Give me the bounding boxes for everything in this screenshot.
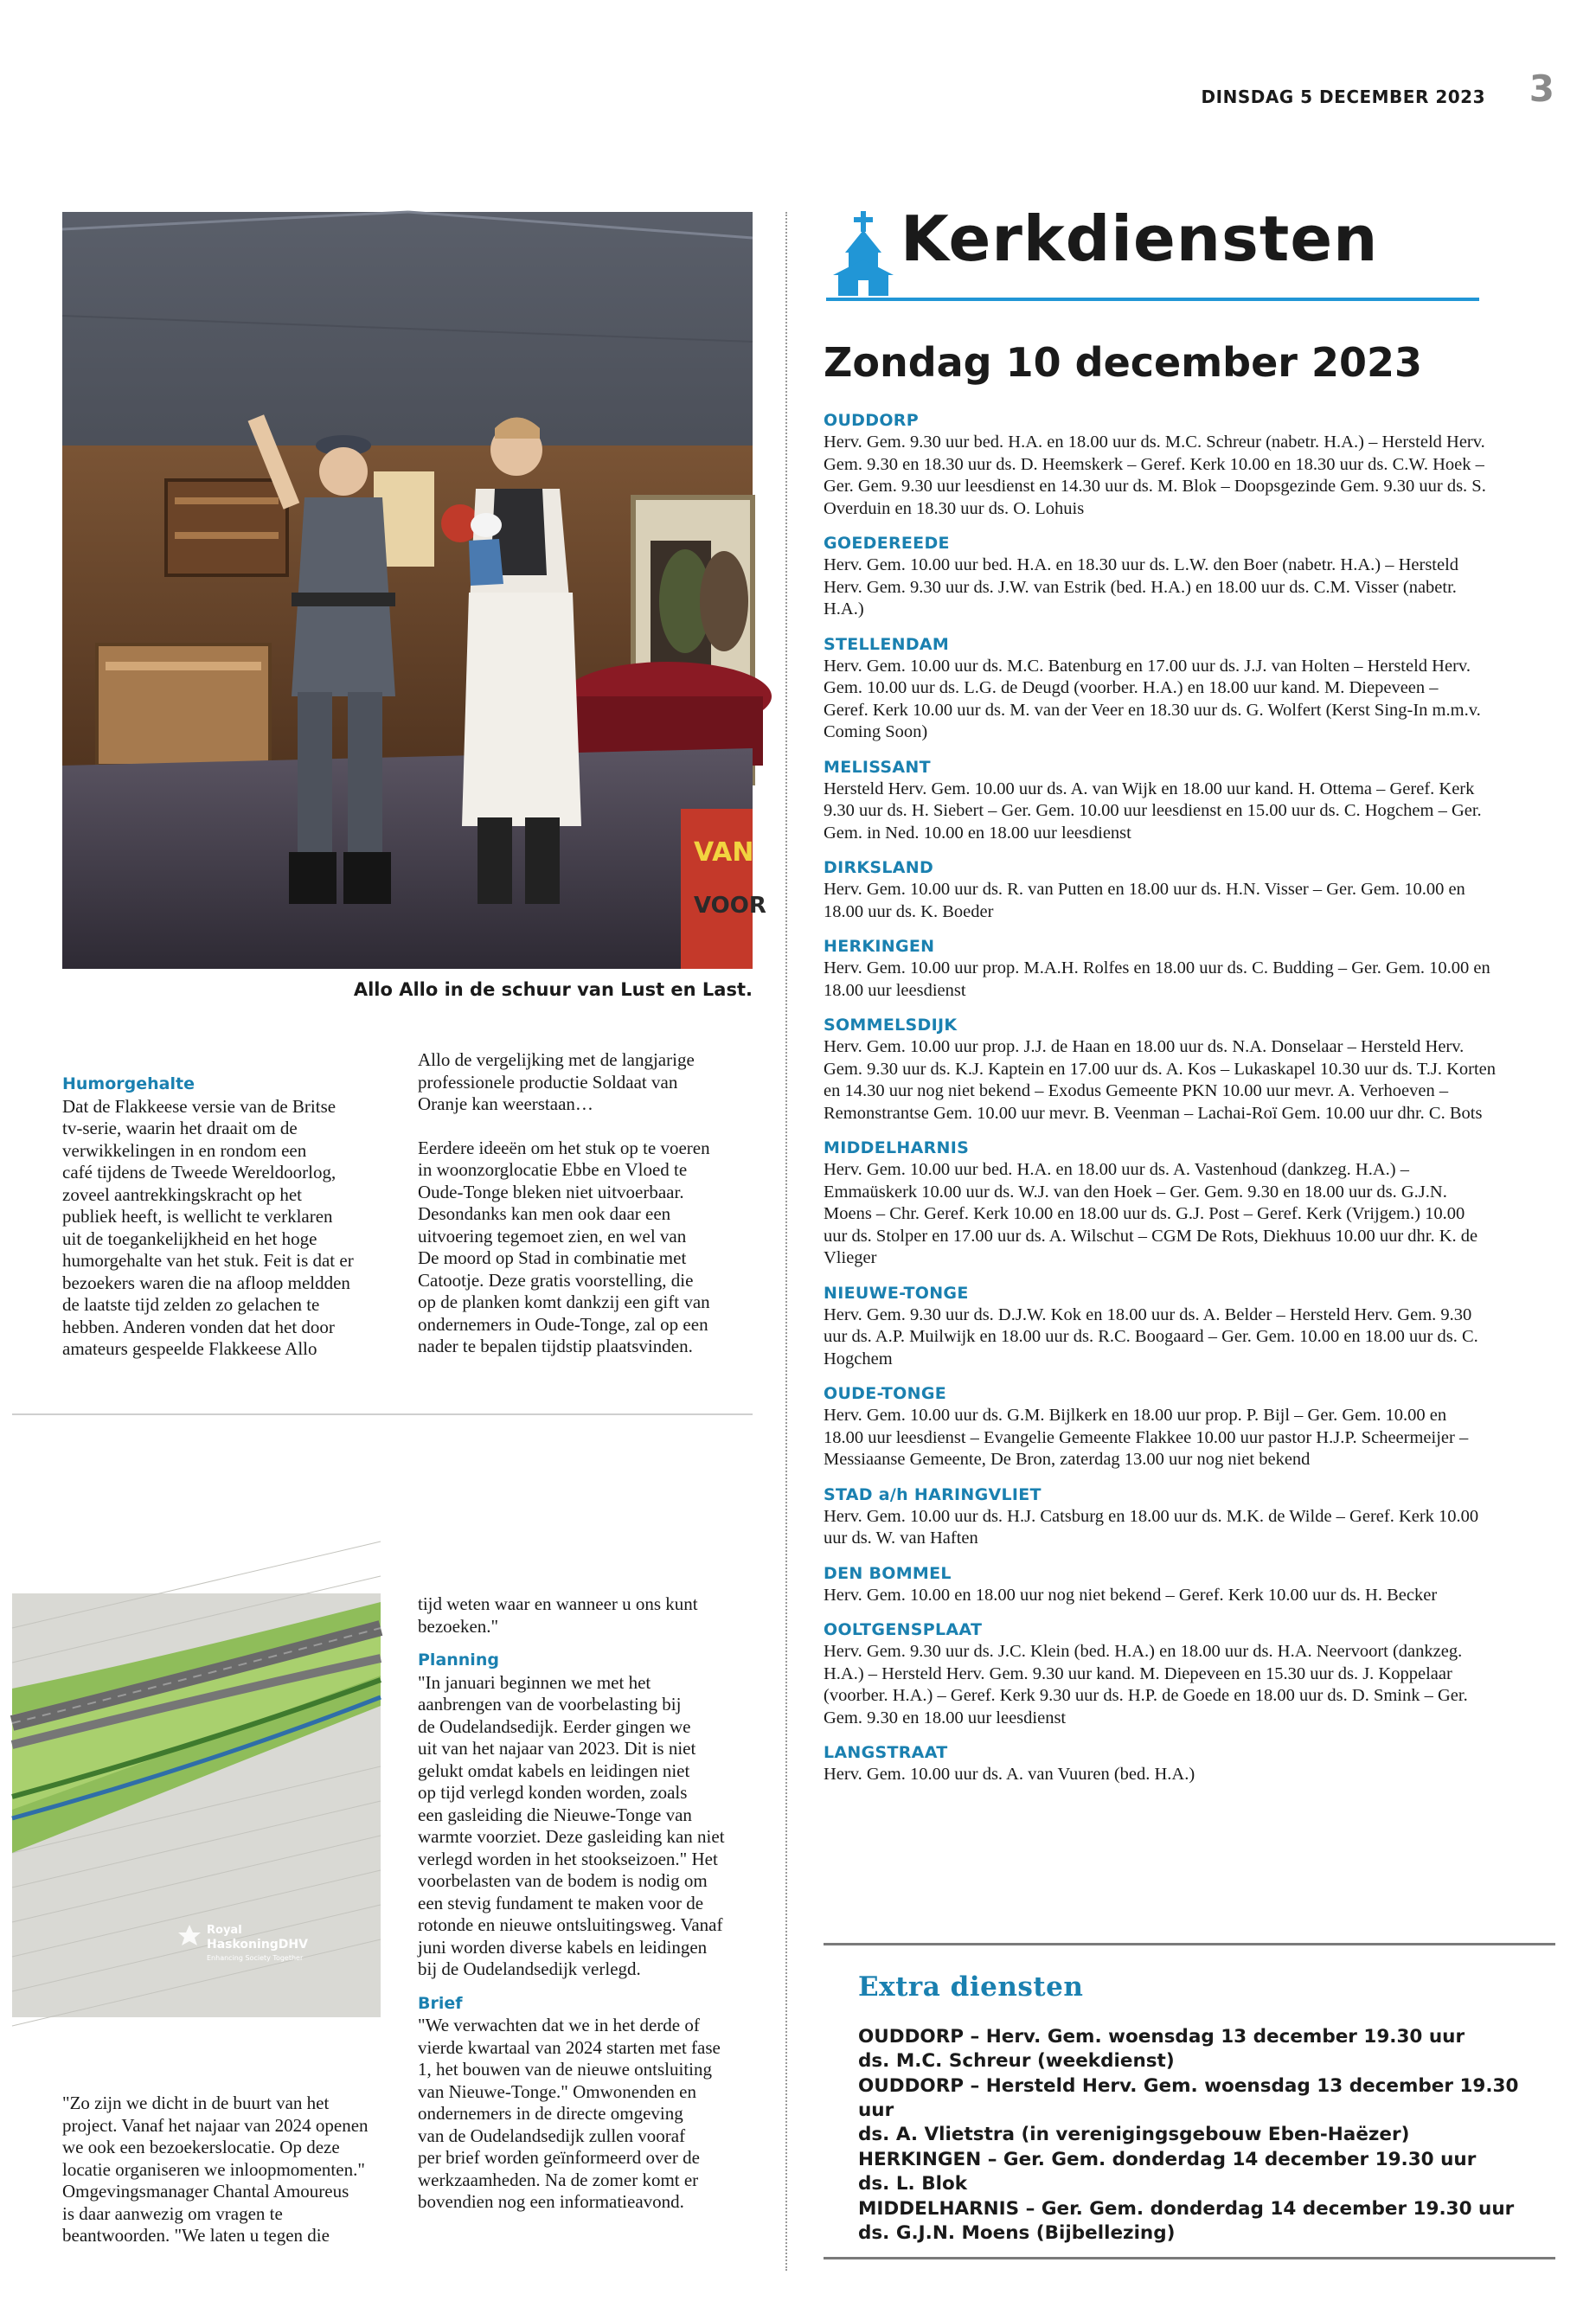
body-text-line: "We verwachten dat we in het derde of	[418, 2015, 700, 2035]
service-text-line: Gem. 9.30 en 18.00 uur leesdienst	[824, 1708, 1067, 1727]
service-entry	[824, 757, 1555, 845]
body-text-line: Eerdere ideeën om het stuk op te voeren	[418, 1137, 710, 1158]
article-bottom-col1-body	[62, 2093, 404, 2247]
service-text-line: Ger. Gem. 9.30 uur leesdienst en 14.30 uur ds. M. Blok – Doopsgezinde Gem. 9.30 uur ds. S.	[824, 477, 1486, 496]
service-text-line: Herv. Gem. 9.30 uur ds. D.J.W. Kok en 18.00 uur ds. A. Belder – Hersteld Herv. Gem. 9.30	[824, 1304, 1472, 1324]
body-text-line: vierde kwartaal van 2024 starten met fase	[418, 2036, 721, 2058]
body-text-line: is daar aanwezig om vragen te	[62, 2202, 283, 2224]
service-entry	[824, 410, 1555, 520]
body-text-line: Omgevingsmanager Chantal Amoureus	[62, 2181, 349, 2202]
body-text-line: een stevig fundament te maken voor de	[418, 1892, 704, 1913]
service-place: OUDE-TONGE	[824, 1384, 947, 1403]
body-text-line: café tijdens de Tweede Wereldoorlog,	[62, 1162, 337, 1183]
extra-service-line: MIDDELHARNIS – Ger. Gem. donderdag 14 december 19.30 uur	[858, 2198, 1515, 2220]
body-text-line: 1, het bouwen van de nieuwe ontsluiting	[418, 2059, 713, 2080]
service-text-line: Gem. 10.00 uur ds. L.G. de Deugd (voorber. H.A.) en 18.00 uur kand. M. Diepeveen –	[824, 678, 1439, 697]
body-text-line: juni worden diverse kabels en leidingen	[418, 1936, 708, 1958]
extra-service-line: OUDDORP – Hersteld Herv. Gem. woensdag 13 december 19.30 uur	[858, 2075, 1519, 2121]
extra-services-bottom-rule	[824, 2257, 1555, 2259]
service-text-line: Herv. Gem. 10.00 uur ds. G.M. Bijlkerk en 18.00 uur prop. P. Bijl – Ger. Gem. 10.00 en	[824, 1406, 1447, 1425]
extra-service-line: ds. M.C. Schreur (weekdienst)	[858, 2050, 1175, 2072]
extra-services-list	[858, 2025, 1533, 2247]
photo-caption: Allo Allo in de schuur van Lust en Last.	[353, 979, 753, 1000]
column-divider	[785, 212, 787, 2271]
church-icon	[833, 211, 894, 296]
church-services-list	[824, 410, 1555, 1799]
service-text-line: Herv. Gem. 10.00 uur ds. H.J. Catsburg en 18.00 uur ds. M.K. de Wilde – Geref. Kerk 10.00	[824, 1506, 1479, 1526]
road-plan-aerial-image	[12, 1593, 381, 2017]
article-bottom-column-1	[62, 2093, 404, 2247]
service-text-line: Herv. Gem. 9.30 uur ds. J.W. van Estrik (bed. H.A.) en 18.00 uur ds. C.M. Visser (nabetr.	[824, 577, 1457, 597]
service-entry	[824, 1015, 1555, 1125]
article-bottom-brief-body	[418, 2015, 764, 2214]
service-text-line: Herv. Gem. 10.00 uur bed. H.A. en 18.30 uur ds. L.W. den Boer (nabetr. H.A.) – Hersteld	[824, 555, 1459, 574]
service-entry	[824, 1484, 1555, 1550]
service-text-line: Coming Soon)	[824, 722, 928, 741]
service-place: DIRKSLAND	[824, 858, 934, 877]
body-text-line: werkzaamheden. Na de zomer komt er	[418, 2169, 699, 2190]
service-text-line: 18.00 uur leesdienst – Evangelie Gemeente Flakkee 10.00 uur pastor H.J.P. Scheermeijer –	[824, 1427, 1469, 1447]
service-text-line: Messiaanse Gemeente, De Bron, zaterdag 13.00 uur nog niet bekend	[824, 1450, 1311, 1469]
article-bottom-planning-body	[418, 1672, 764, 1981]
service-text-line: Herv. Gem. 10.00 uur prop. J.J. de Haan en 18.00 uur ds. N.A. Donselaar – Hersteld Herv.	[824, 1037, 1465, 1056]
service-text-line: Herv. Gem. 9.30 uur bed. H.A. en 18.00 uur ds. M.C. Schreur (nabetr. H.A.) – Hersteld Herv.	[824, 433, 1485, 452]
subhead-brief: Brief	[418, 1993, 463, 2013]
body-text-line: De moord op Stad in combinatie met	[418, 1247, 687, 1268]
service-place: MIDDELHARNIS	[824, 1138, 970, 1157]
body-text-line: de laatste tijd zelden zo gelachen te	[62, 1294, 320, 1315]
service-text-line: uur ds. A.P. Muilwijk en 18.00 uur ds. R.C. Boogaard – Ger. Gem. 10.00 en 18.00 uur ds. C.	[824, 1327, 1478, 1346]
service-text-line: Overduin en 18.30 uur ds. O. Lohuis	[824, 498, 1085, 518]
body-text-line: voorbelasten van de bodem is nodig om	[418, 1870, 708, 1891]
body-text-line: we ook een bezoekerslocatie. Op deze	[62, 2137, 340, 2157]
service-place: DEN BOMMEL	[824, 1563, 952, 1583]
article-bottom-column-2	[418, 1593, 764, 2214]
service-text-line: Hersteld Herv. Gem. 10.00 uur ds. A. van Wijk en 18.00 uur kand. H. Ottema – Geref. Kerk	[824, 779, 1475, 798]
body-text-line: de Oudelandsedijk. Eerder gingen we	[418, 1715, 691, 1737]
article-separator	[12, 1413, 753, 1415]
body-text-line: uitvoering tegemoet zien, en wel van	[418, 1225, 687, 1247]
photo-sign-text-2: VOOR	[694, 893, 766, 919]
service-text-line: H.A.)	[824, 599, 864, 619]
body-text-line: zoveel aantrekkingskracht op het	[62, 1183, 302, 1205]
service-text-line: Hogchem	[824, 1349, 893, 1368]
body-text-line: tijd weten waar en wanneer u ons kunt	[418, 1593, 698, 1614]
extra-service-line: OUDDORP – Herv. Gem. woensdag 13 december 19.30 uur	[858, 2026, 1465, 2048]
body-text-line: Oranje kan weerstaan…	[418, 1093, 593, 1114]
body-text-line: op tijd verlegd konden worden, zoals	[418, 1782, 688, 1803]
photo-sign-text-1: VAN	[694, 837, 754, 868]
service-place: LANGSTRAAT	[824, 1743, 948, 1762]
body-text-line: humorgehalte van het stuk. Feit is dat er	[62, 1250, 354, 1271]
service-place: NIEUWE-TONGE	[824, 1283, 969, 1303]
extra-service-line: ds. G.J.N. Moens (Bijbellezing)	[858, 2222, 1176, 2244]
service-text-line: H.A.) – Hersteld Herv. Gem. 9.30 uur kand. M. Diepeveen en 15.30 uur ds. J. Koppelaar	[824, 1663, 1452, 1683]
service-text-line: Herv. Gem. 10.00 uur bed. H.A. en 18.00 uur ds. A. Vastenhoud (dankzeg. H.A.) –	[824, 1160, 1409, 1179]
service-text-line: Geref. Kerk 10.00 uur ds. M. van der Veer en 18.30 uur ds. G. Wolfert (Kerst Sing-In m.m.v.	[824, 700, 1481, 720]
service-place: OUDDORP	[824, 411, 919, 430]
body-text-line: aanbrengen van de voorbelasting bij	[418, 1694, 682, 1715]
service-place: SOMMELSDIJK	[824, 1016, 958, 1035]
body-text-line: op de planken komt dankzij een gift van	[418, 1292, 710, 1312]
body-text-line: amateurs gespeelde Flakkeese Allo	[62, 1338, 317, 1359]
body-text-line: bezoekers waren die na afloop meldden	[62, 1272, 350, 1293]
extra-service-item	[858, 2025, 1533, 2073]
article-top-column-1	[62, 1074, 395, 1361]
service-text-line: 9.30 uur ds. H. Siebert – Ger. Gem. 10.00 uur leesdienst en 15.00 uur ds. C. Hogchem – Ger.	[824, 801, 1482, 820]
body-text-line: uit van het najaar van 2023. Dit is niet	[418, 1738, 696, 1759]
extra-service-line: ds. L. Blok	[858, 2173, 968, 2195]
service-place: STAD a/h HARINGVLIET	[824, 1484, 1042, 1504]
body-text-line: ondernemers in de directe omgeving	[418, 2103, 683, 2124]
body-text-line: Oude-Tonge bleken niet uitvoerbaar.	[418, 1181, 684, 1202]
service-place: MELISSANT	[824, 757, 931, 777]
body-text-line: ondernemers in Oude-Tonge, zal op een	[418, 1313, 708, 1335]
service-entry	[824, 1283, 1555, 1371]
map-logo-line-3: Enhancing Society Together	[207, 1954, 304, 1962]
body-text-line: "In januari beginnen we met het	[418, 1671, 651, 1693]
body-text-line: locatie organiseren we inloopmomenten."	[62, 2158, 365, 2180]
service-entry	[824, 936, 1555, 1002]
service-text-line: Herv. Gem. 10.00 uur prop. M.A.H. Rolfes en 18.00 uur ds. C. Budding – Ger. Gem. 10.00 en	[824, 958, 1490, 977]
service-place: STELLENDAM	[824, 634, 950, 654]
service-place: HERKINGEN	[824, 937, 935, 956]
service-text-line: 18.00 uur ds. K. Boeder	[824, 901, 994, 921]
service-text-line: uur ds. Stolper en 17.00 uur ds. A. Wilschut – CGM De Rots, Diekhuus 10.00 uur dhr. K. de	[824, 1226, 1478, 1246]
body-text-line: bij de Oudelandsedijk verlegd.	[418, 1958, 641, 1979]
service-text-line: Gem. 9.30 en 18.30 uur ds. D. Heemskerk – Geref. Kerk 10.00 en 18.30 uur ds. C.W. Hoek –	[824, 454, 1484, 474]
body-text-line: van de Oudelandsedijk zullen vooraf	[418, 2125, 686, 2146]
map-logo-line-2: HaskoningDHV	[207, 1938, 308, 1952]
service-date-heading: Zondag 10 december 2023	[824, 339, 1423, 386]
service-entry	[824, 1563, 1555, 1607]
service-text-line: Herv. Gem. 10.00 uur ds. A. van Vuuren (bed. H.A.)	[824, 1765, 1195, 1784]
body-text-line: verlegd worden in het stookseizoen." Het	[418, 1848, 718, 1869]
article-top-column-2	[418, 1049, 760, 1358]
service-text-line: Moens – Chr. Geref. Kerk 10.00 en 18.00 uur ds. G.J. Post – Geref. Kerk (Vrijgem.) 10.00	[824, 1204, 1465, 1223]
body-text-line: tv-serie, waarin het draait om de	[62, 1118, 298, 1138]
service-place: OOLTGENSPLAAT	[824, 1620, 983, 1639]
body-text-line: "Zo zijn we dicht in de buurt van het	[62, 2093, 330, 2113]
body-text-line: Dat de Flakkeese versie van de Britse	[62, 1095, 337, 1117]
service-text-line: Gem. in Ned. 10.00 en 18.00 uur leesdienst	[824, 823, 1131, 843]
page-number: 3	[1529, 67, 1554, 110]
extra-service-item	[858, 2197, 1533, 2246]
body-text-line: project. Vanaf het najaar van 2024 openen	[62, 2114, 369, 2136]
header-date: DINSDAG 5 DECEMBER 2023	[1201, 87, 1485, 107]
service-text-line: uur ds. W. van Haften	[824, 1529, 978, 1548]
map-logo-line-1: Royal	[207, 1924, 242, 1937]
body-text-line: verwikkelingen in en rondom een	[62, 1139, 307, 1161]
body-text-line: uit de toegankelijkheid en het hoge	[62, 1227, 317, 1249]
subhead-planning: Planning	[418, 1650, 499, 1670]
body-text-line: publiek heeft, is wellicht te verklaren	[62, 1206, 333, 1227]
theater-stage-photo	[62, 212, 766, 969]
service-text-line: Gem. 9.30 uur ds. K.J. Kaptein en 17.00 uur ds. A. Kos – Lukaskapel 10.30 uur ds. T.J. Korten	[824, 1059, 1497, 1079]
service-entry	[824, 1138, 1555, 1270]
extra-services-title: Extra diensten	[858, 1971, 1084, 2003]
service-entry	[824, 634, 1555, 744]
body-text-line: Allo de vergelijking met de langjarige	[418, 1049, 695, 1070]
service-text-line: Herv. Gem. 10.00 uur ds. R. van Putten en 18.00 uur ds. H.N. Visser – Ger. Gem. 10.00 en	[824, 880, 1465, 899]
extra-service-item	[858, 2148, 1533, 2196]
service-entry	[824, 1383, 1555, 1471]
body-text-line: gelukt omdat kabels en leidingen niet	[418, 1759, 690, 1781]
article-top-col2-para2	[418, 1138, 760, 1358]
body-text-line: Catootje. Deze gratis voorstelling, die	[418, 1269, 694, 1291]
service-entry	[824, 533, 1555, 621]
kerkdiensten-title: Kerkdiensten	[901, 202, 1379, 275]
body-text-line: Desondanks kan men ook daar een	[418, 1203, 671, 1224]
service-text-line: (voorber. H.A.) – Geref. Kerk 9.30 uur ds. H.P. de Goede en 18.00 uur ds. D. Smink – Ger.	[824, 1686, 1468, 1705]
service-entry	[824, 1742, 1555, 1786]
article-top-col1-body	[62, 1096, 395, 1361]
subhead-humorgehalte: Humorgehalte	[62, 1074, 195, 1093]
body-text-line: een gasleiding die Nieuwe-Tonge van	[418, 1804, 692, 1825]
service-text-line: Herv. Gem. 10.00 uur ds. M.C. Batenburg en 17.00 uur ds. J.J. van Holten – Hersteld Herv.	[824, 656, 1471, 676]
kerkdiensten-header	[826, 202, 1479, 301]
body-text-line: in woonzorglocatie Ebbe en Vloed te	[418, 1159, 688, 1180]
body-text-line: beantwoorden. "We laten u tegen die	[62, 2225, 330, 2246]
extra-service-line: ds. A. Vlietstra (in verenigingsgebouw Eben-Haëzer)	[858, 2124, 1410, 2145]
service-entry	[824, 1619, 1555, 1729]
service-text-line: Remonstrantse Gem. 10.00 uur mevr. B. Veenman – Lachai-Roï Gem. 10.00 uur dhr. C. Bots	[824, 1103, 1483, 1123]
extra-service-item	[858, 2074, 1533, 2147]
service-text-line: Emmaüskerk 10.00 uur ds. W.J. van den Hoek – Ger. Gem. 9.30 en 18.00 uur ds. G.J.N.	[824, 1182, 1447, 1202]
service-entry	[824, 857, 1555, 923]
service-text-line: en 14.30 uur nog niet bekend – Exodus Gemeente PKN 10.00 uur mevr. A. Verhoeven –	[824, 1081, 1449, 1100]
body-text-line: van Nieuwe-Tonge." Omwonenden en	[418, 2080, 697, 2102]
body-text-line: bezoeken."	[418, 1615, 499, 1637]
body-text-line: warmte voorziet. Deze gasleiding kan niet	[418, 1826, 725, 1847]
service-text-line: 18.00 uur leesdienst	[824, 980, 966, 1000]
body-text-line: bovendien nog een informatieavond.	[418, 2191, 684, 2212]
article-bottom-col2-intro	[418, 1593, 764, 1638]
service-text-line: Vlieger	[824, 1248, 877, 1267]
article-top-col2-para1	[418, 1049, 760, 1116]
body-text-line: per brief worden geïnformeerd over de	[418, 2147, 700, 2168]
body-text-line: nader te bepalen tijdstip plaatsvinden.	[418, 1336, 693, 1356]
extra-service-line: HERKINGEN – Ger. Gem. donderdag 14 december 19.30 uur	[858, 2149, 1477, 2170]
service-text-line: Herv. Gem. 9.30 uur ds. J.C. Klein (bed. H.A.) en 18.00 uur ds. H.A. Neervoort (dankzeg.	[824, 1642, 1463, 1661]
body-text-line: rotonde en nieuwe ontsluitingsweg. Vanaf	[418, 1914, 723, 1935]
body-text-line: professionele productie Soldaat van	[418, 1071, 678, 1093]
body-text-line: hebben. Anderen vonden dat het door	[62, 1316, 335, 1337]
service-text-line: Herv. Gem. 10.00 en 18.00 uur nog niet bekend – Geref. Kerk 10.00 uur ds. H. Becker	[824, 1585, 1438, 1605]
extra-services-box	[824, 1943, 1555, 2244]
service-place: GOEDEREEDE	[824, 534, 950, 553]
